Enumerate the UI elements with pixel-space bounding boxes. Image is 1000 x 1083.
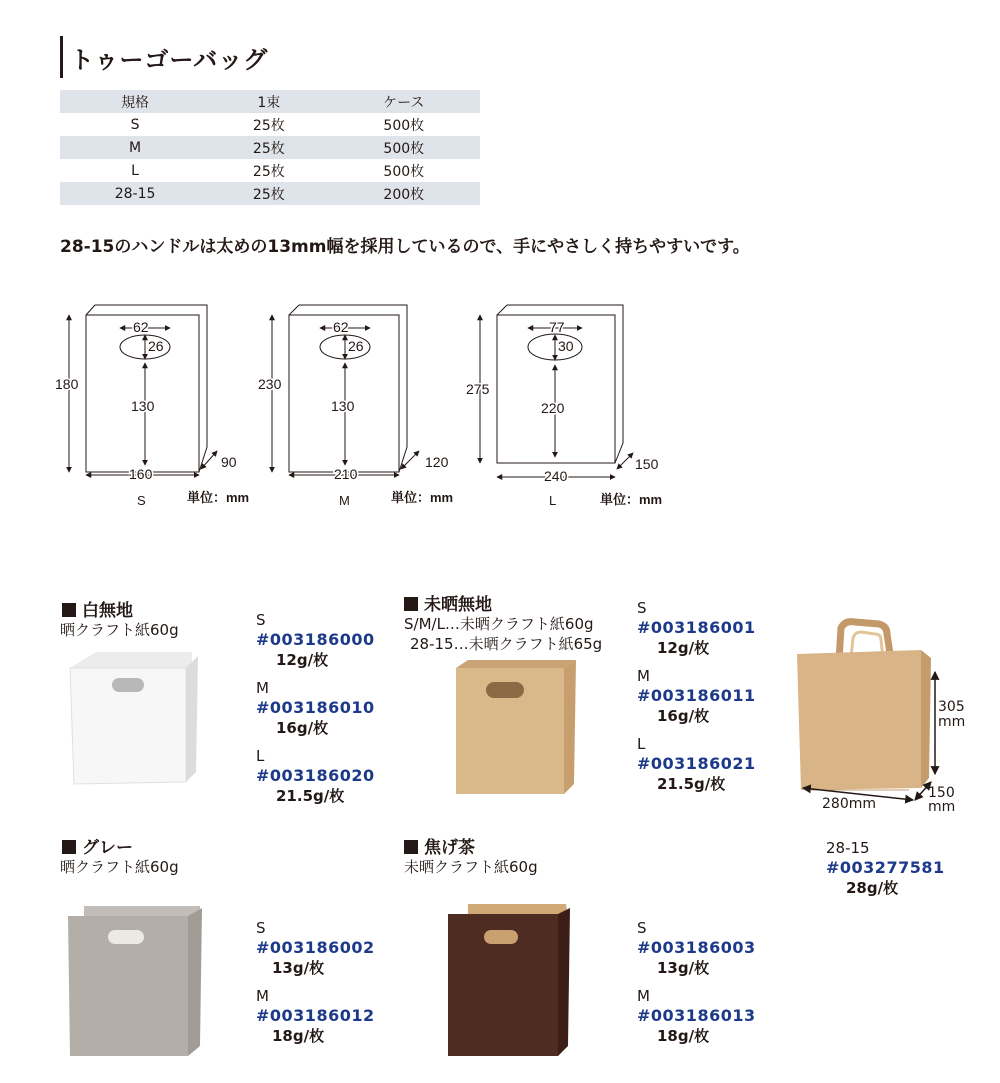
page-title: トゥーゴーバッグ	[70, 46, 269, 74]
square-bullet-icon	[62, 840, 76, 854]
variant-size: S	[256, 611, 266, 629]
table-row	[60, 113, 480, 136]
diagram-m-height: 230	[258, 376, 282, 392]
title-accent-bar	[60, 36, 63, 78]
product-code: #003186020	[256, 766, 375, 785]
product-weight: 13g/枚	[657, 959, 710, 977]
diagram-s-height: 180	[55, 376, 79, 392]
variant-size: M	[637, 987, 650, 1005]
section-material-gray: 晒クラフト紙60g	[60, 858, 179, 876]
diagram-m-hole-height: 26	[348, 338, 364, 354]
dimension-value: 150	[928, 785, 955, 801]
variant-list-gray	[256, 918, 375, 1046]
table-cell: 25枚	[252, 140, 285, 157]
product-code: #003186000	[256, 630, 375, 649]
diagram-s-size: S	[137, 493, 146, 508]
diagram-l-unit: 単位：mm	[600, 492, 663, 507]
variant-list-handle	[826, 838, 945, 898]
dimension-diagrams	[55, 285, 695, 515]
product-weight: 18g/枚	[272, 1027, 325, 1045]
product-weight: 16g/枚	[657, 707, 710, 725]
product-weight: 12g/枚	[657, 639, 710, 657]
table-cell: L	[131, 162, 139, 179]
section-title-unbleached	[404, 590, 492, 615]
product-code: #003186002	[256, 938, 375, 957]
section-title-brown	[404, 833, 475, 858]
section-title-text: 未晒無地	[424, 595, 492, 615]
section-title-text: 焦げ茶	[424, 838, 475, 858]
square-bullet-icon	[404, 840, 418, 854]
table-cell: S	[130, 116, 140, 133]
variant-list-white	[256, 610, 375, 806]
table-cell: 25枚	[252, 186, 285, 203]
diagram-m-width: 210	[334, 466, 358, 482]
diagram-s-hole-width: 62	[133, 319, 149, 335]
product-code: #003186003	[637, 938, 756, 957]
product-code: #003277581	[826, 858, 945, 877]
diagram-l-depth: 150	[635, 456, 659, 472]
diagram-s-hole-height: 26	[148, 338, 164, 354]
section-material-brown: 未晒クラフト紙60g	[404, 858, 538, 876]
table-cell: 25枚	[252, 117, 285, 134]
product-image-white-bag	[62, 648, 207, 793]
product-image-brown-bag	[440, 900, 580, 1060]
product-code: #003186021	[637, 754, 756, 773]
diagram-l-hole-bottom: 220	[541, 400, 565, 416]
product-image-gray-bag	[64, 900, 214, 1060]
section-title-text: グレー	[82, 838, 133, 858]
product-code: #003186012	[256, 1006, 375, 1025]
table-cell: 500枚	[383, 163, 425, 180]
section-material-white: 晒クラフト紙60g	[60, 621, 179, 639]
variant-size: M	[637, 667, 650, 685]
handle-note: 28-15のハンドルは太めの13mm幅を採用しているので、手にやさしく持ちやすいです。	[60, 237, 750, 257]
diagram-m-depth: 120	[425, 454, 449, 470]
table-cell: 500枚	[383, 140, 425, 157]
variant-size: S	[256, 919, 266, 937]
table-cell: 200枚	[383, 186, 425, 203]
section-material-unbleached-2: 28-15…未晒クラフト紙65g	[410, 635, 603, 653]
variant-size: S	[637, 919, 647, 937]
section-title-text: 白無地	[82, 601, 133, 621]
product-weight: 13g/枚	[272, 959, 325, 977]
product-code: #003186001	[637, 618, 756, 637]
table-row	[60, 182, 480, 205]
product-image-kraft-bag	[446, 656, 586, 804]
product-code: #003186010	[256, 698, 375, 717]
spec-table	[60, 90, 480, 205]
product-weight: 21.5g/枚	[276, 787, 345, 805]
handle-bag-height	[938, 700, 965, 730]
variant-size: L	[256, 747, 265, 765]
table-row	[60, 159, 480, 182]
product-weight: 12g/枚	[276, 651, 329, 669]
product-code: #003186013	[637, 1006, 756, 1025]
diagram-l-hole-width: 77	[549, 319, 565, 335]
variant-size: L	[637, 735, 646, 753]
product-weight: 18g/枚	[657, 1027, 710, 1045]
diagram-m-size: M	[339, 493, 350, 508]
diagram-s-width: 160	[129, 466, 153, 482]
section-title-gray	[62, 833, 133, 858]
diagram-s-depth: 90	[221, 454, 237, 470]
variant-size: S	[637, 599, 647, 617]
diagram-l-size: L	[549, 493, 557, 508]
dimension-unit: mm	[928, 799, 956, 815]
dimension-value: 305	[938, 699, 965, 715]
variant-size: M	[256, 679, 269, 697]
product-weight: 16g/枚	[276, 719, 329, 737]
table-cell: M	[129, 139, 142, 156]
diagram-l-height: 275	[466, 381, 490, 397]
section-title-white	[62, 596, 133, 621]
dimension-unit: mm	[938, 714, 966, 730]
table-cell: 28-15	[114, 185, 156, 202]
handle-bag-width: 280mm	[822, 796, 876, 812]
diagram-l-width: 240	[544, 468, 568, 484]
table-header-row	[60, 90, 480, 113]
diagram-s-unit: 単位：mm	[187, 490, 250, 505]
table-header-cell: ケース	[328, 90, 480, 113]
diagram-l-hole-height: 30	[558, 338, 574, 354]
section-material-unbleached: S/M/L…未晒クラフト紙60g	[404, 615, 594, 633]
square-bullet-icon	[404, 597, 418, 611]
variant-list-unbleached	[637, 598, 756, 794]
diagram-s-hole-bottom: 130	[131, 398, 155, 414]
table-header-cell: 1束	[210, 90, 327, 113]
handle-bag-depth	[928, 786, 955, 814]
table-cell: 25枚	[252, 163, 285, 180]
variant-list-brown	[637, 918, 756, 1046]
variant-size: M	[256, 987, 269, 1005]
diagram-m-hole-width: 62	[333, 319, 349, 335]
variant-size: 28-15	[826, 839, 870, 857]
product-code: #003186011	[637, 686, 756, 705]
product-weight: 21.5g/枚	[657, 775, 726, 793]
table-cell: 500枚	[383, 117, 425, 134]
diagram-m-unit: 単位：mm	[391, 490, 454, 505]
table-header-cell: 規格	[60, 90, 210, 113]
table-row	[60, 136, 480, 159]
product-weight: 28g/枚	[846, 879, 899, 897]
square-bullet-icon	[62, 603, 76, 617]
diagram-m-hole-bottom: 130	[331, 398, 355, 414]
